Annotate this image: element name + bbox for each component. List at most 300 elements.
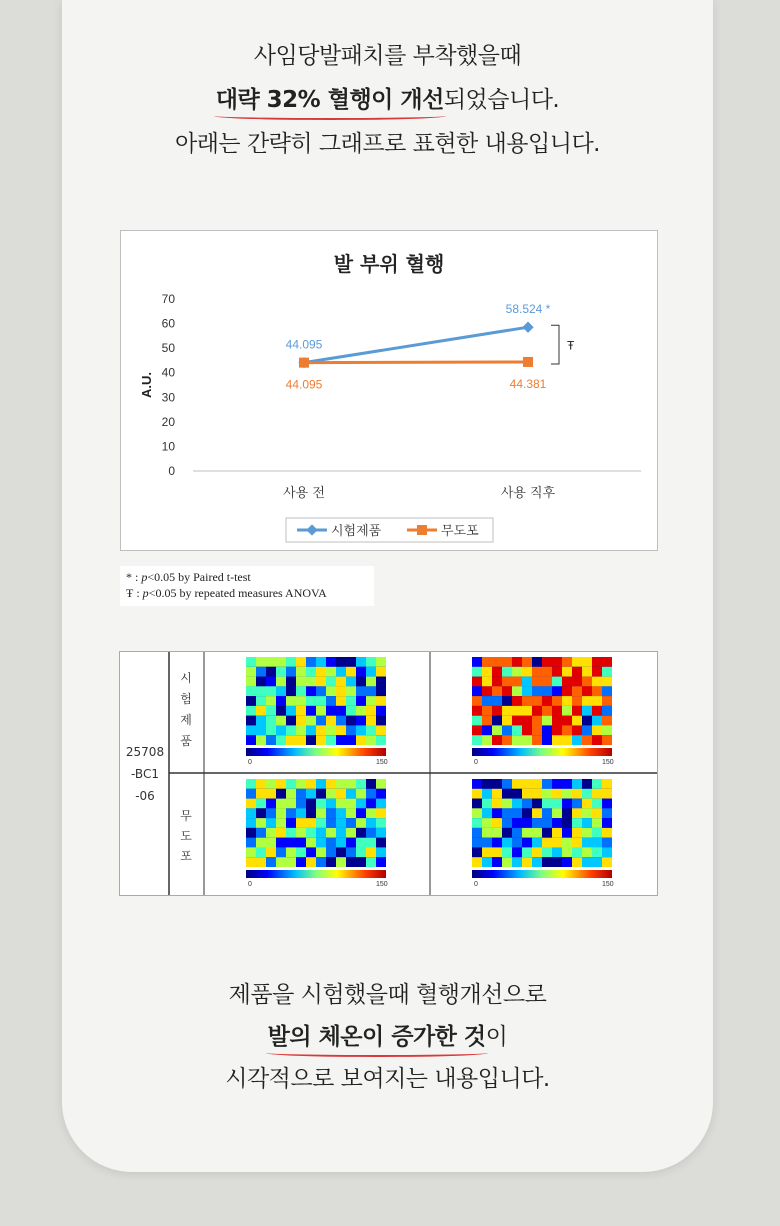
thermal-cell	[316, 808, 326, 818]
thermal-cell	[512, 716, 522, 726]
thermal-cell	[306, 789, 316, 799]
thermal-cell	[582, 857, 592, 867]
row-label-product-char: 험	[180, 692, 192, 706]
thermal-cell	[306, 667, 316, 677]
thermal-cell	[306, 847, 316, 857]
thermal-cell	[532, 716, 542, 726]
thermal-cell	[532, 677, 542, 687]
thermal-cell	[306, 838, 316, 848]
thermal-cell	[316, 716, 326, 726]
thermal-cell	[602, 828, 612, 838]
thermal-cell	[286, 779, 296, 789]
thermal-cell	[532, 789, 542, 799]
scale-max-label: 150	[376, 759, 388, 766]
thermal-cell	[316, 696, 326, 706]
thermal-cell	[316, 779, 326, 789]
thermal-cell	[592, 828, 602, 838]
thermal-cell	[286, 706, 296, 716]
thermal-cell	[276, 818, 286, 828]
thermal-cell	[276, 808, 286, 818]
thermal-cell	[522, 838, 532, 848]
thermal-cell	[472, 838, 482, 848]
x-tick-label: 사용 전	[283, 486, 325, 501]
thermal-cell	[366, 789, 376, 799]
thermal-cell	[256, 857, 266, 867]
thermal-cell	[492, 667, 502, 677]
thermal-cell	[572, 677, 582, 687]
thermal-cell	[532, 667, 542, 677]
thermal-cell	[602, 667, 612, 677]
thermal-cell	[306, 808, 316, 818]
thermal-cell	[256, 706, 266, 716]
thermal-cell	[346, 667, 356, 677]
thermal-cell	[472, 716, 482, 726]
thermal-cell	[582, 808, 592, 818]
thermal-cell	[366, 716, 376, 726]
thermal-cell	[582, 799, 592, 809]
thermal-cell	[542, 789, 552, 799]
thermal-cell	[266, 828, 276, 838]
thermal-cell	[512, 847, 522, 857]
thermal-cell	[602, 818, 612, 828]
thermal-cell	[472, 725, 482, 735]
thermal-cell	[592, 818, 602, 828]
thermal-cell	[296, 696, 306, 706]
intro-line-1: 사임당발패치를 부착했을때	[253, 43, 522, 69]
thermal-cell	[346, 828, 356, 838]
data-label: 44.381	[509, 376, 547, 391]
thermal-cell	[336, 657, 346, 667]
thermal-cell	[276, 696, 286, 706]
thermal-cell	[246, 706, 256, 716]
thermal-cell	[492, 808, 502, 818]
thermal-cell	[376, 735, 386, 745]
thermal-cell	[552, 779, 562, 789]
data-label: 44.095	[285, 337, 323, 352]
thermal-cell	[336, 818, 346, 828]
thermal-cell	[592, 667, 602, 677]
thermal-cell	[266, 779, 276, 789]
thermal-cell	[552, 857, 562, 867]
thermal-cell	[336, 667, 346, 677]
thermal-cell	[532, 828, 542, 838]
thermal-cell	[562, 857, 572, 867]
thermal-cell	[562, 789, 572, 799]
outro-text	[62, 974, 713, 1100]
thermal-cell	[266, 735, 276, 745]
thermal-cell	[316, 706, 326, 716]
thermal-cell	[276, 779, 286, 789]
thermal-cell	[276, 828, 286, 838]
row-label-product-char: 품	[180, 734, 192, 748]
subject-id-line: -BC1	[131, 767, 159, 781]
thermal-cell	[326, 657, 336, 667]
thermal-cell	[316, 799, 326, 809]
thermal-cell	[296, 847, 306, 857]
row-label-control-char: 도	[180, 829, 192, 843]
thermal-cell	[592, 847, 602, 857]
thermal-cell	[326, 686, 336, 696]
thermal-cell	[246, 716, 256, 726]
color-scale-bar	[472, 870, 612, 878]
thermal-cell	[502, 716, 512, 726]
thermal-cell	[296, 789, 306, 799]
thermal-cell	[246, 657, 256, 667]
thermal-cell	[552, 667, 562, 677]
thermal-cell	[592, 779, 602, 789]
thermal-cell	[552, 657, 562, 667]
thermal-cell	[336, 686, 346, 696]
thermal-cell	[356, 828, 366, 838]
thermal-cell	[246, 857, 256, 867]
thermal-cell	[256, 847, 266, 857]
thermal-cell	[256, 779, 266, 789]
thermal-cell	[366, 808, 376, 818]
thermal-cell	[296, 667, 306, 677]
thermal-cell	[482, 828, 492, 838]
thermal-cell	[306, 677, 316, 687]
thermal-cell	[376, 657, 386, 667]
thermal-cell	[562, 838, 572, 848]
thermal-cell	[336, 828, 346, 838]
thermal-cell	[356, 789, 366, 799]
thermal-cell	[346, 779, 356, 789]
thermal-cell	[572, 706, 582, 716]
thermal-cell	[552, 677, 562, 687]
thermal-cell	[306, 828, 316, 838]
thermal-cell	[522, 857, 532, 867]
thermal-cell	[256, 725, 266, 735]
thermal-cell	[542, 808, 552, 818]
thermal-cell	[592, 677, 602, 687]
thermal-cell	[256, 808, 266, 818]
thermal-cell	[356, 735, 366, 745]
thermal-cell	[376, 847, 386, 857]
thermal-cell	[572, 686, 582, 696]
thermal-cell	[552, 696, 562, 706]
thermal-cell	[296, 818, 306, 828]
thermal-cell	[592, 799, 602, 809]
thermal-cell	[512, 818, 522, 828]
thermal-cell	[572, 696, 582, 706]
thermal-cell	[592, 789, 602, 799]
scale-min-label: 0	[248, 759, 252, 766]
thermal-cell	[366, 725, 376, 735]
thermal-cell	[512, 686, 522, 696]
thermal-cell	[502, 657, 512, 667]
thermal-cell	[266, 799, 276, 809]
thermal-cell	[266, 789, 276, 799]
thermal-cell	[376, 779, 386, 789]
thermal-cell	[602, 808, 612, 818]
thermal-cell	[582, 838, 592, 848]
thermal-cell	[542, 725, 552, 735]
thermal-cell	[552, 847, 562, 857]
thermal-cell	[482, 838, 492, 848]
thermal-cell	[276, 677, 286, 687]
thermal-cell	[472, 779, 482, 789]
thermal-cell	[296, 725, 306, 735]
thermal-cell	[306, 779, 316, 789]
scale-min-label: 0	[248, 881, 252, 888]
thermal-cell	[356, 716, 366, 726]
thermal-cell	[492, 716, 502, 726]
thermal-image	[472, 779, 614, 888]
thermal-cell	[376, 716, 386, 726]
thermal-cell	[502, 847, 512, 857]
thermal-cell	[522, 725, 532, 735]
thermal-cell	[316, 847, 326, 857]
thermal-cell	[246, 808, 256, 818]
thermal-cell	[246, 667, 256, 677]
thermal-cell	[582, 828, 592, 838]
thermal-cell	[492, 789, 502, 799]
thermal-cell	[472, 735, 482, 745]
thermal-cell	[326, 716, 336, 726]
thermal-cell	[492, 706, 502, 716]
thermal-cell	[356, 667, 366, 677]
thermal-cell	[356, 677, 366, 687]
thermal-cell	[246, 818, 256, 828]
significance-bracket	[551, 325, 559, 364]
thermal-cell	[532, 725, 542, 735]
thermal-cell	[512, 657, 522, 667]
thermal-cell	[316, 789, 326, 799]
thermal-cell	[562, 657, 572, 667]
intro-line-2	[62, 78, 713, 122]
thermal-cell	[376, 838, 386, 848]
thermal-cell	[522, 667, 532, 677]
thermal-cell	[552, 716, 562, 726]
thermal-cell	[602, 789, 612, 799]
row-label-product-char: 제	[180, 713, 192, 727]
thermal-cell	[572, 799, 582, 809]
thermal-cell	[502, 828, 512, 838]
thermal-cell	[602, 799, 612, 809]
thermal-cell	[286, 725, 296, 735]
thermal-cell	[512, 808, 522, 818]
thermal-cell	[306, 725, 316, 735]
thermal-cell	[532, 857, 542, 867]
thermal-cell	[366, 838, 376, 848]
thermal-cell	[502, 857, 512, 867]
thermal-cell	[316, 667, 326, 677]
thermal-cell	[522, 735, 532, 745]
thermal-cell	[542, 735, 552, 745]
blood-flow-chart	[120, 230, 658, 551]
chart-legend	[286, 518, 493, 542]
thermal-cell	[562, 725, 572, 735]
thermal-cell	[482, 677, 492, 687]
thermal-cell	[582, 716, 592, 726]
thermal-cell	[276, 706, 286, 716]
thermal-cell	[376, 725, 386, 735]
thermal-cell	[582, 677, 592, 687]
intro-highlight: 대략 32% 혈행이 개선	[216, 78, 444, 122]
thermal-cell	[482, 799, 492, 809]
thermal-cell	[532, 808, 542, 818]
thermal-cell	[542, 696, 552, 706]
thermal-cell	[276, 725, 286, 735]
thermal-cell	[532, 779, 542, 789]
thermal-cell	[376, 808, 386, 818]
thermal-cell	[346, 686, 356, 696]
y-tick-label: 10	[161, 439, 175, 454]
thermal-cell	[492, 696, 502, 706]
thermal-cell	[256, 818, 266, 828]
thermal-cell	[562, 847, 572, 857]
thermal-cell	[482, 779, 492, 789]
thermal-cell	[482, 847, 492, 857]
thermal-cell	[582, 735, 592, 745]
thermal-cell	[572, 857, 582, 867]
thermal-cell	[472, 789, 482, 799]
scale-max-label: 150	[376, 881, 388, 888]
thermal-cell	[542, 828, 552, 838]
thermal-cell	[266, 716, 276, 726]
thermal-cell	[326, 808, 336, 818]
chart-title: 발 부위 혈행	[333, 252, 445, 276]
y-axis-label: A.U.	[139, 372, 154, 398]
thermal-cell	[482, 818, 492, 828]
thermal-cell	[296, 686, 306, 696]
thermal-cell	[326, 706, 336, 716]
thermal-cell	[336, 808, 346, 818]
thermal-cell	[366, 818, 376, 828]
thermal-cell	[256, 677, 266, 687]
thermal-cell	[246, 828, 256, 838]
thermal-cell	[296, 706, 306, 716]
thermal-cell	[286, 677, 296, 687]
thermal-cell	[286, 808, 296, 818]
thermal-cell	[356, 799, 366, 809]
thermal-cell	[492, 657, 502, 667]
thermal-cell	[296, 808, 306, 818]
thermal-cell	[376, 828, 386, 838]
thermal-cell	[472, 696, 482, 706]
thermal-cell	[522, 706, 532, 716]
thermal-cell	[472, 847, 482, 857]
thermal-cell	[482, 667, 492, 677]
thermal-cell	[366, 657, 376, 667]
thermal-cell	[502, 779, 512, 789]
thermal-cell	[326, 857, 336, 867]
thermal-cell	[572, 818, 582, 828]
thermal-cell	[336, 696, 346, 706]
thermal-cell	[492, 686, 502, 696]
thermal-cell	[256, 789, 266, 799]
thermal-cell	[326, 735, 336, 745]
thermal-cell	[512, 706, 522, 716]
scale-max-label: 150	[602, 881, 614, 888]
thermal-cell	[512, 799, 522, 809]
y-tick-label: 30	[161, 390, 175, 405]
thermal-cell	[602, 686, 612, 696]
thermal-cell	[296, 838, 306, 848]
thermal-cell	[346, 677, 356, 687]
thermal-cell	[326, 725, 336, 735]
thermal-cell	[522, 847, 532, 857]
data-point-marker	[523, 357, 533, 367]
thermal-cell	[376, 686, 386, 696]
y-tick-label: 20	[161, 414, 175, 429]
thermal-cell	[502, 838, 512, 848]
thermal-cell	[552, 735, 562, 745]
thermal-cell	[356, 818, 366, 828]
thermal-cell	[582, 789, 592, 799]
thermal-cell	[572, 847, 582, 857]
thermal-cell	[316, 857, 326, 867]
thermal-cell	[552, 838, 562, 848]
thermal-cell	[502, 818, 512, 828]
thermal-cell	[326, 677, 336, 687]
thermal-cell	[336, 716, 346, 726]
thermal-cell	[356, 779, 366, 789]
thermal-cell	[552, 799, 562, 809]
thermal-cell	[472, 799, 482, 809]
color-scale-bar	[246, 870, 386, 878]
thermal-cell	[562, 677, 572, 687]
thermal-cell	[256, 828, 266, 838]
thermal-cell	[522, 818, 532, 828]
thermal-cell	[246, 677, 256, 687]
thermal-cell	[266, 686, 276, 696]
thermal-cell	[522, 799, 532, 809]
thermal-cell	[542, 686, 552, 696]
thermal-cell	[286, 696, 296, 706]
thermal-cell	[346, 706, 356, 716]
thermal-cell	[572, 657, 582, 667]
thermal-cell	[276, 686, 286, 696]
thermal-cell	[552, 789, 562, 799]
scale-min-label: 0	[474, 881, 478, 888]
thermal-cell	[366, 667, 376, 677]
thermal-cell	[472, 706, 482, 716]
thermal-cell	[366, 847, 376, 857]
red-underline	[214, 112, 446, 120]
thermal-cell	[256, 716, 266, 726]
thermal-cell	[286, 657, 296, 667]
thermal-cell	[326, 818, 336, 828]
thermal-cell	[552, 706, 562, 716]
thermal-cell	[532, 696, 542, 706]
thermal-cell	[592, 735, 602, 745]
thermal-cell	[562, 818, 572, 828]
thermal-cell	[482, 789, 492, 799]
thermal-cell	[562, 735, 572, 745]
thermal-cell	[552, 818, 562, 828]
thermal-cell	[592, 838, 602, 848]
chart-svg	[121, 231, 657, 550]
thermal-cell	[366, 857, 376, 867]
y-tick-label: 40	[161, 365, 175, 380]
outro-highlight: 발의 체온이 증가한 것	[268, 1016, 486, 1058]
thermal-cell	[356, 657, 366, 667]
legend-label-control: 무도포	[441, 524, 479, 539]
thermal-cell	[286, 667, 296, 677]
thermal-cell	[346, 657, 356, 667]
thermal-cell	[602, 857, 612, 867]
thermal-cell	[542, 799, 552, 809]
thermal-cell	[246, 847, 256, 857]
thermal-cell	[522, 789, 532, 799]
thermal-cell	[592, 657, 602, 667]
thermal-cell	[296, 677, 306, 687]
thermal-cell	[306, 735, 316, 745]
thermal-cell	[572, 716, 582, 726]
thermal-cell	[592, 686, 602, 696]
thermal-cell	[602, 706, 612, 716]
